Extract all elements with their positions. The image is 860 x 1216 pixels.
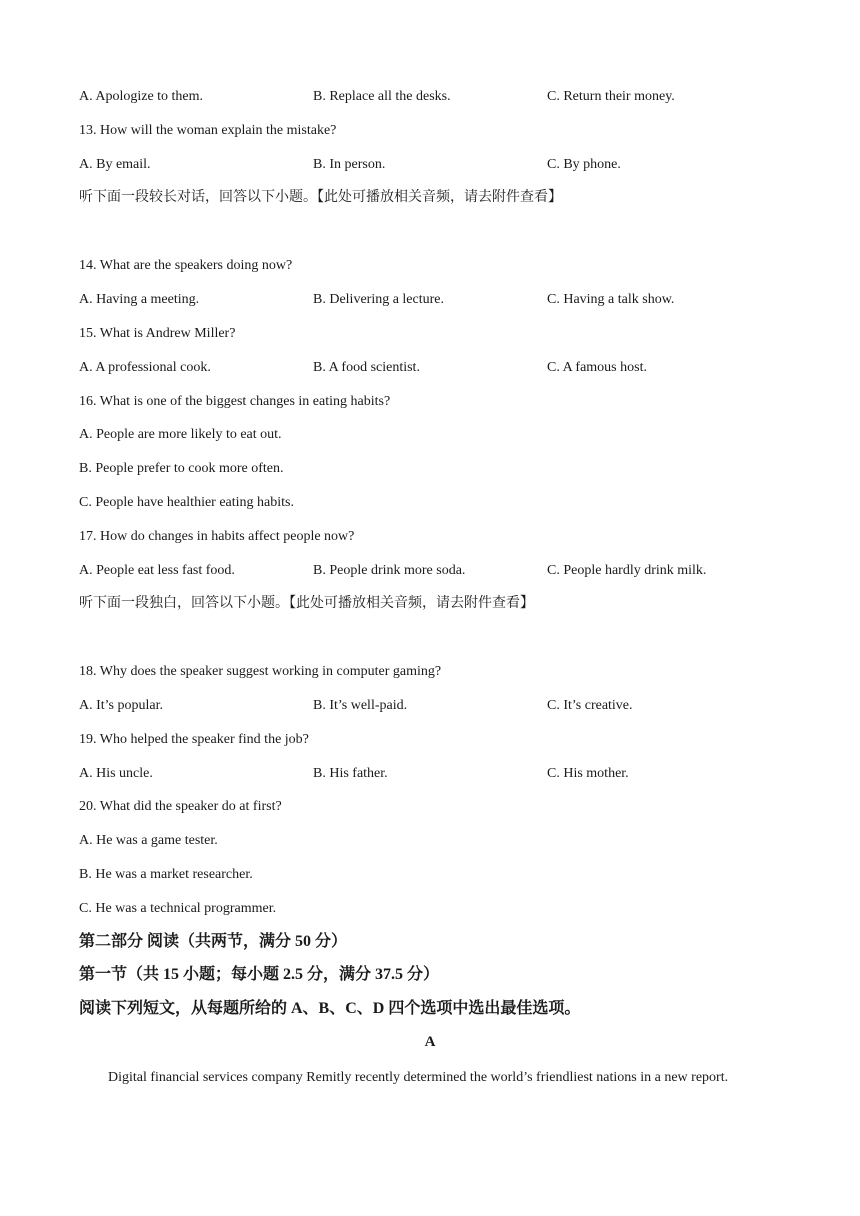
instruction-long-dialogue: 听下面一段较长对话，回答以下小题。【此处可播放相关音频，请去附件查看】 (79, 190, 562, 205)
q17-options (79, 562, 799, 580)
q13-options (79, 156, 799, 174)
question-19: 19. Who helped the speaker find the job? (79, 732, 309, 747)
question-17: 17. How do changes in habits affect people now? (79, 529, 355, 544)
passage-first-line: Digital financial services company Remitly recently determined the world’s friendliest nations in a new report. (108, 1070, 729, 1085)
q13-option-a: A. By email. (79, 157, 151, 172)
q14-option-a: A. Having a meeting. (79, 292, 200, 307)
q18-option-c: C. It’s creative. (547, 698, 633, 713)
question-14: 14. What are the speakers doing now? (79, 258, 293, 273)
q20-option-a: A. He was a game tester. (79, 833, 218, 848)
q15-option-c: C. A famous host. (547, 360, 647, 375)
section1-title: 第一节（共 15 小题；每小题 2.5 分，满分 37.5 分） (79, 966, 440, 983)
passage-label: A (424, 1034, 436, 1050)
q13-option-c: C. By phone. (547, 157, 621, 172)
q16-option-b: B. People prefer to cook more often. (79, 461, 284, 476)
q15-option-a: A. A professional cook. (79, 360, 211, 375)
question-15: 15. What is Andrew Miller? (79, 326, 236, 341)
question-20: 20. What did the speaker do at first? (79, 799, 282, 814)
q18-option-a: A. It’s popular. (79, 698, 163, 713)
q15-options (79, 359, 799, 377)
q14-options (79, 291, 799, 309)
reading-instruction: 阅读下列短文，从每题所给的 A、B、C、D 四个选项中选出最佳选项。 (79, 1000, 581, 1017)
q12-option-a: A. Apologize to them. (79, 89, 204, 104)
q17-option-b: B. People drink more soda. (313, 563, 466, 578)
instruction-monologue: 听下面一段独白，回答以下小题。【此处可播放相关音频，请去附件查看】 (79, 596, 534, 611)
q19-option-b: B. His father. (313, 766, 388, 781)
q19-option-c: C. His mother. (547, 766, 629, 781)
q12-option-c: C. Return their money. (547, 89, 675, 104)
q12-option-b: B. Replace all the desks. (313, 89, 451, 104)
q20-option-b: B. He was a market researcher. (79, 867, 253, 882)
q15-option-b: B. A food scientist. (313, 360, 420, 375)
question-13: 13. How will the woman explain the mistake? (79, 123, 337, 138)
q12-options (79, 88, 799, 106)
q17-option-c: C. People hardly drink milk. (547, 563, 707, 578)
q20-option-c: C. He was a technical programmer. (79, 901, 277, 916)
q19-options (79, 765, 799, 783)
q13-option-b: B. In person. (313, 157, 386, 172)
q18-options (79, 697, 799, 715)
part2-title: 第二部分 阅读（共两节，满分 50 分） (79, 933, 348, 950)
q16-option-c: C. People have healthier eating habits. (79, 495, 294, 510)
q14-option-c: C. Having a talk show. (547, 292, 675, 307)
question-18: 18. Why does the speaker suggest working in computer gaming? (79, 664, 442, 679)
q16-option-a: A. People are more likely to eat out. (79, 427, 282, 442)
q14-option-b: B. Delivering a lecture. (313, 292, 445, 307)
q18-option-b: B. It’s well-paid. (313, 698, 408, 713)
q17-option-a: A. People eat less fast food. (79, 563, 235, 578)
question-16: 16. What is one of the biggest changes in eating habits? (79, 394, 391, 409)
q19-option-a: A. His uncle. (79, 766, 153, 781)
